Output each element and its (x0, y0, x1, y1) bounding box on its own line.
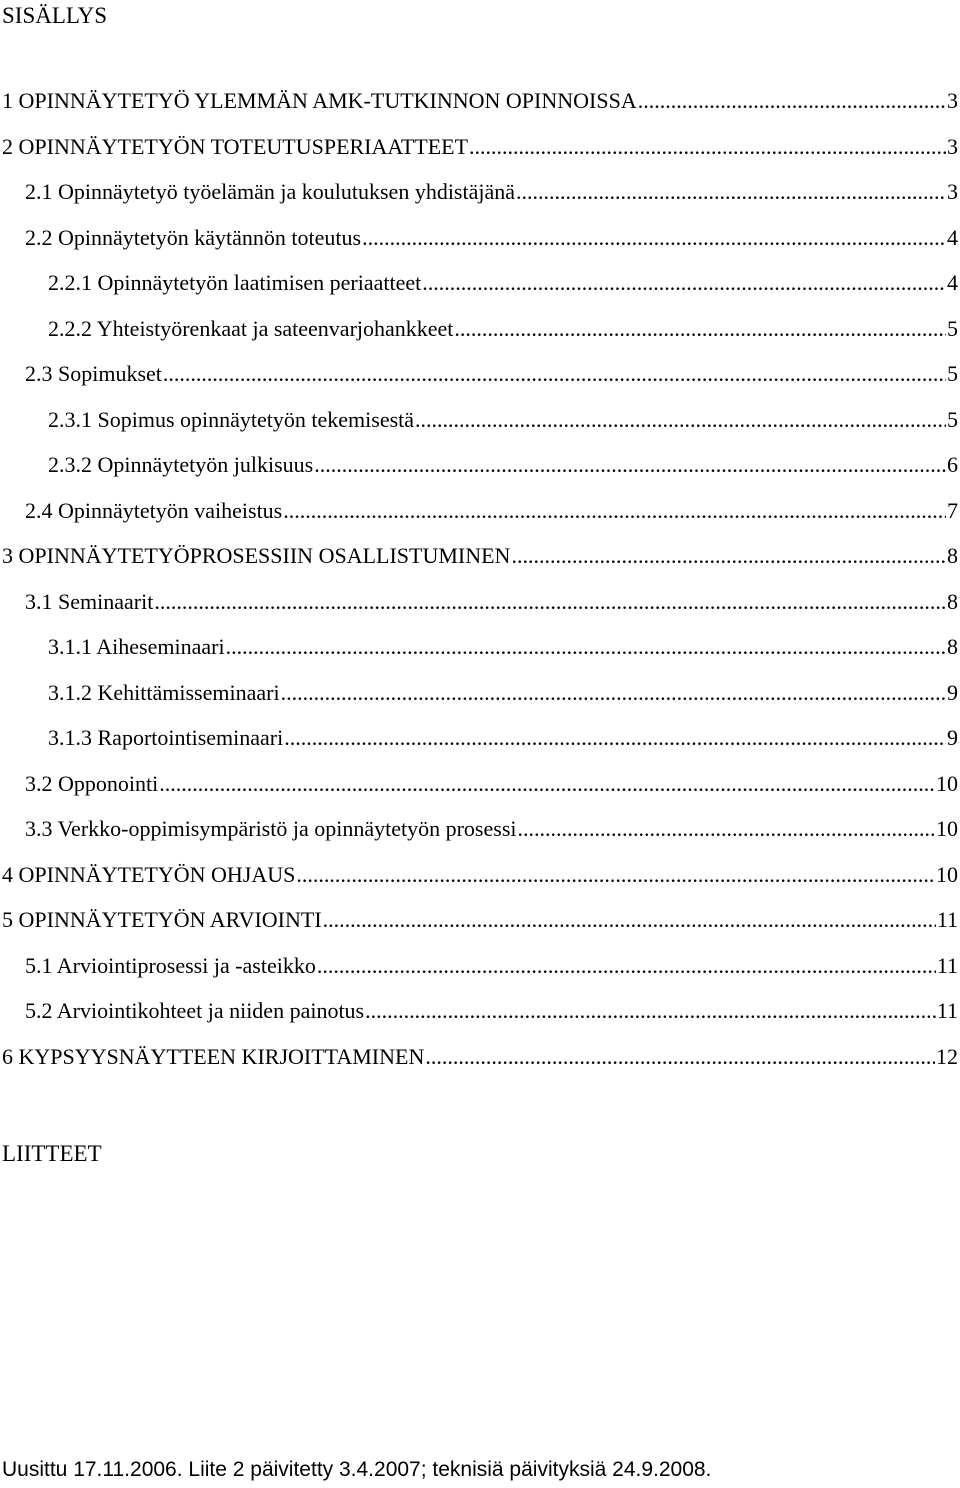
toc-entry[interactable] (0, 132, 960, 178)
toc-dot-leader (284, 723, 946, 753)
toc-entry-label: 5.2 Arviointikohteet ja niiden painotus (25, 998, 365, 1023)
toc-dot-leader (638, 86, 946, 116)
toc-entry[interactable] (0, 314, 960, 360)
toc-entry-label: 2.2.2 Yhteistyörenkaat ja sateenvarjohankkeet (48, 315, 454, 341)
toc-entry-label: 2 OPINNÄYTETYÖN TOTEUTUSPERIAATTEET (2, 133, 469, 159)
toc-entry[interactable] (0, 632, 960, 678)
toc-entry[interactable] (0, 496, 960, 542)
toc-entry-page-number: 9 (947, 725, 958, 750)
toc-entry[interactable] (0, 814, 960, 860)
toc-dot-leader (296, 860, 935, 890)
toc-entry[interactable] (0, 405, 960, 451)
toc-entry-page-number: 8 (947, 634, 958, 659)
toc-entry-label: 5 OPINNÄYTETYÖN ARVIOINTI (2, 907, 322, 932)
toc-entry-page-number: 5 (947, 406, 958, 432)
toc-entry-label: 2.4 Opinnäytetyön vaiheistus (25, 497, 283, 523)
toc-entry[interactable] (0, 86, 960, 132)
toc-entry-page-number: 11 (936, 907, 958, 932)
toc-entry-label: 2.2 Opinnäytetyön käytännön toteutus (25, 224, 362, 250)
toc-title: SISÄLLYS (2, 3, 108, 28)
appendix-title: LIITTEET (2, 1141, 102, 1166)
toc-dot-leader (283, 496, 946, 526)
toc-entry-label: 2.1 Opinnäytetyö työelämän ja koulutuksen yhdistäjänä (25, 179, 516, 204)
toc-entry-page-number: 11 (936, 952, 958, 978)
toc-dot-leader (154, 587, 946, 617)
toc-entry-label: 3.1.1 Aiheseminaari (48, 634, 225, 659)
toc-entry-label: 2.3.1 Sopimus opinnäytetyön tekemisestä (48, 406, 415, 432)
toc-dot-leader (317, 951, 936, 981)
toc-entry[interactable] (0, 541, 960, 587)
footer-note: Uusittu 17.11.2006. Liite 2 päivitetty 3.4.2007; teknisiä päivityksiä 24.9.2008. (2, 1458, 712, 1481)
toc-entry[interactable] (0, 177, 960, 223)
toc-entry-label: 2.3.2 Opinnäytetyön julkisuus (48, 452, 314, 477)
toc-entry-label: 4 OPINNÄYTETYÖN OHJAUS (2, 861, 296, 887)
toc-entry-label: 3.3 Verkko-oppimisympäristö ja opinnäytetyön prosessi (25, 816, 517, 841)
toc-dot-leader (323, 905, 936, 935)
toc-entry-page-number: 3 (947, 88, 958, 113)
toc-dot-leader (159, 769, 935, 799)
toc-dot-leader (226, 632, 946, 662)
toc-entry[interactable] (0, 951, 960, 997)
toc-entry-label: 3.2 Opponointi (25, 770, 159, 796)
toc-entry-label: 3.1.2 Kehittämisseminaari (48, 679, 280, 705)
toc-entry-label: 1 OPINNÄYTETYÖ YLEMMÄN AMK-TUTKINNON OPINNOISSA (2, 88, 637, 113)
toc-dot-leader (422, 268, 946, 298)
toc-entry-page-number: 12 (936, 1043, 958, 1069)
toc-entry-label: 3.1.3 Raportointiseminaari (48, 725, 284, 750)
toc-entry-page-number: 10 (936, 861, 958, 887)
toc-entry-label: 5.1 Arviointiprosessi ja -asteikko (25, 952, 316, 978)
toc-dot-leader (314, 450, 946, 480)
toc-entry-page-number: 3 (947, 179, 958, 204)
toc-dot-leader (281, 678, 946, 708)
toc-dot-leader (516, 177, 946, 207)
toc-dot-leader (518, 814, 936, 844)
toc-dot-leader (362, 223, 946, 253)
toc-entry-page-number: 11 (936, 998, 958, 1023)
toc-entry-page-number: 5 (947, 315, 958, 341)
toc-entry-page-number: 5 (947, 361, 958, 386)
toc-entry-page-number: 8 (947, 543, 958, 568)
toc-entry[interactable] (0, 359, 960, 405)
toc-entry-page-number: 7 (947, 497, 958, 523)
toc-entry-page-number: 10 (936, 770, 958, 796)
toc-dot-leader (511, 541, 946, 571)
toc-dot-leader (454, 314, 946, 344)
toc-dot-leader (365, 996, 936, 1026)
toc-entry-label: 6 KYPSYYSNÄYTTEEN KIRJOITTAMINEN (2, 1043, 425, 1069)
toc-dot-leader (163, 359, 946, 389)
toc-entry-label: 3.1 Seminaarit (25, 588, 154, 614)
toc-entry[interactable] (0, 678, 960, 724)
toc-entry[interactable] (0, 860, 960, 906)
toc-entry[interactable] (0, 769, 960, 815)
toc-entry[interactable] (0, 268, 960, 314)
toc-entry[interactable] (0, 723, 960, 769)
toc-entry-page-number: 4 (947, 224, 958, 250)
toc-entry-page-number: 3 (947, 133, 958, 159)
toc-entry-page-number: 4 (947, 270, 958, 295)
toc-entry[interactable] (0, 1042, 960, 1088)
toc-dot-leader (415, 405, 946, 435)
toc-dot-leader (425, 1042, 935, 1072)
toc-entry[interactable] (0, 587, 960, 633)
toc-entry-page-number: 9 (947, 679, 958, 705)
toc-entry-page-number: 8 (947, 588, 958, 614)
toc-dot-leader (469, 132, 946, 162)
toc-entry-page-number: 10 (936, 816, 958, 841)
toc-entry[interactable] (0, 450, 960, 496)
toc-entry-page-number: 6 (947, 452, 958, 477)
toc-entry[interactable] (0, 905, 960, 951)
toc-entry-label: 3 OPINNÄYTETYÖPROSESSIIN OSALLISTUMINEN (2, 543, 511, 568)
toc-entry-label: 2.3 Sopimukset (25, 361, 162, 386)
table-of-contents (0, 86, 960, 1087)
toc-entry[interactable] (0, 996, 960, 1042)
toc-entry-label: 2.2.1 Opinnäytetyön laatimisen periaatteet (48, 270, 422, 295)
toc-entry[interactable] (0, 223, 960, 269)
